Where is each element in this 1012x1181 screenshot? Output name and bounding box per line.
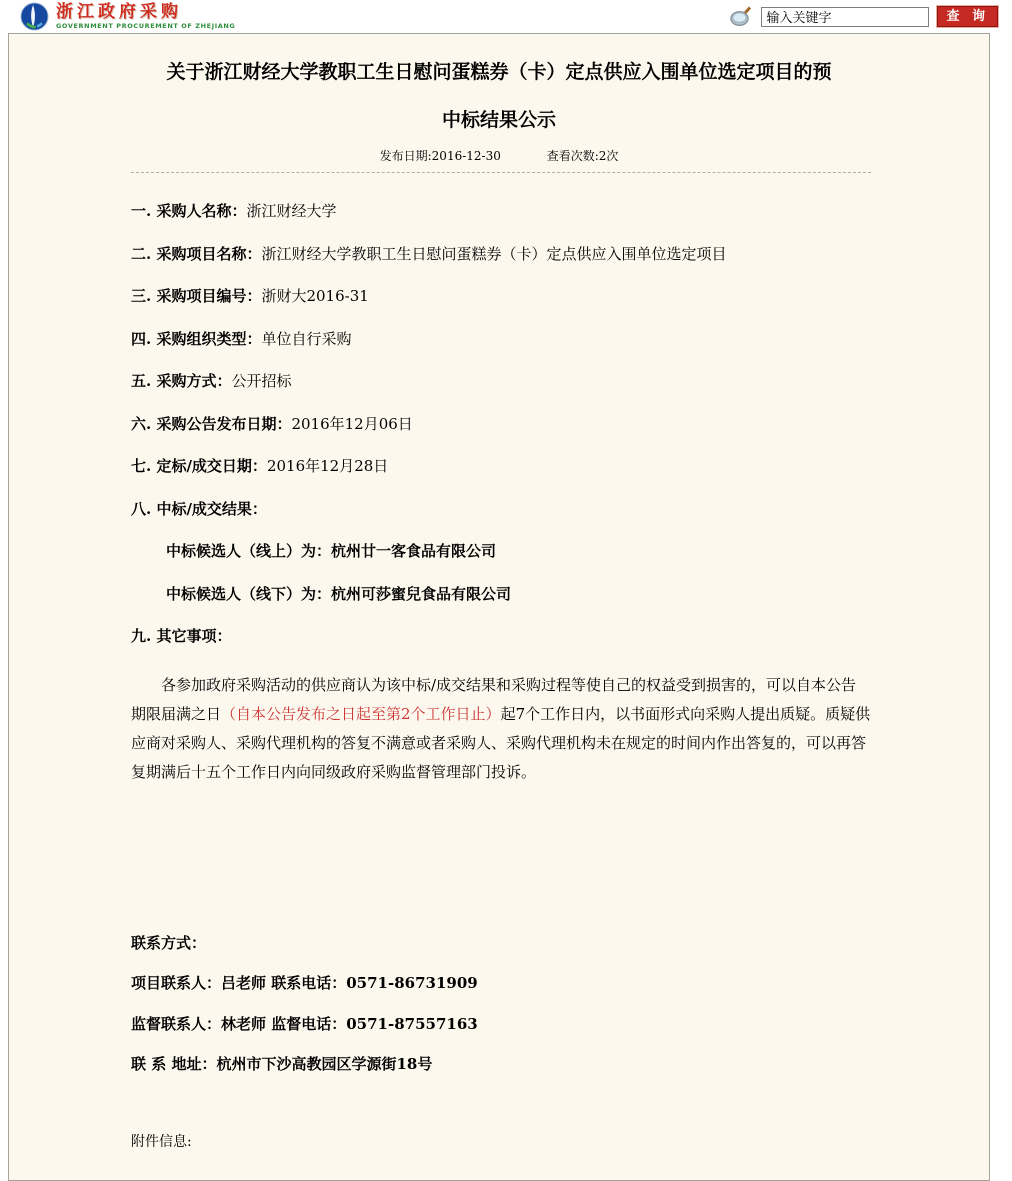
notice-text-red: （自本公告发布之日起至第2个工作日止） <box>221 704 501 723</box>
publish-date: 发布日期:2016-12-30 <box>379 149 501 163</box>
item-purchaser: 一. 采购人名称：浙江财经大学 <box>131 202 337 220</box>
notice-text-after: 起7个工作日内，以书面形式向采购人提出质疑。质疑供应商对采购人、采购代理机构的答复不满意或者采购人、采购代理机构未在规定的时间内作出答复的，可以再答复期满后十五个工作日内向同级政府采购监督管理部门投诉。 <box>131 704 871 781</box>
page-title-line1: 关于浙江财经大学教职工生日慰问蛋糕券（卡）定点供应入围单位选定项目的预 <box>166 61 832 83</box>
logo-title: 浙江政府采购 <box>56 1 182 22</box>
item-other-matters: 九. 其它事项： <box>131 627 232 645</box>
contact-project: 项目联系人：吕老师 联系电话：0571-86731909 <box>131 974 478 992</box>
notice-text-before: 各参加政府采购活动的供应商认为该中标/成交结果和采购过程等使自己的权益受到损害的，可以自本公告期限届满之日 <box>131 675 857 723</box>
item-procurement-method: 五. 采购方式：公开招标 <box>131 372 292 390</box>
contact-heading: 联系方式： <box>131 933 207 952</box>
search-button[interactable]: 查 询 <box>937 6 998 28</box>
search-area <box>729 6 998 28</box>
winner-offline: 中标候选人（线下）为：杭州可莎蜜兒食品有限公司 <box>166 584 512 603</box>
item-announcement-date: 六. 采购公告发布日期：2016年12月06日 <box>131 414 413 433</box>
winner-online: 中标候选人（线上）为：杭州廿一客食品有限公司 <box>166 542 497 560</box>
search-input[interactable] <box>761 7 929 27</box>
search-icon <box>729 6 753 28</box>
doc-meta <box>9 147 989 164</box>
dispute-notice <box>131 671 871 787</box>
contact-address: 联 系 地址：杭州市下沙高教园区学源街18号 <box>131 1055 433 1073</box>
page-title-line2: 中标结果公示 <box>441 109 556 131</box>
item-project-name: 二. 采购项目名称：浙江财经大学教职工生日慰问蛋糕券（卡）定点供应入围单位选定项目 <box>131 244 727 263</box>
item-award-date: 七. 定标/成交日期：2016年12月28日 <box>131 457 389 475</box>
top-bar <box>0 0 1012 33</box>
site-logo[interactable] <box>20 2 235 31</box>
view-count: 查看次数:2次 <box>546 149 619 163</box>
contact-section <box>131 935 871 1073</box>
item-project-number: 三. 采购项目编号：浙财大2016-31 <box>131 287 369 305</box>
logo-emblem-icon <box>20 2 49 31</box>
page-title <box>69 48 929 144</box>
attachment-label: 附件信息: <box>131 1133 192 1150</box>
announcement-panel <box>8 33 990 1181</box>
contact-supervision: 监督联系人：林老师 监督电话：0571-87557163 <box>131 1014 478 1033</box>
item-award-result: 八. 中标/成交结果： <box>131 499 267 518</box>
doc-body <box>9 173 989 1150</box>
logo-subtitle: GOVERNMENT PROCUREMENT OF ZHEJIANG <box>56 21 236 30</box>
item-organization-type: 四. 采购组织类型：单位自行采购 <box>131 329 352 348</box>
